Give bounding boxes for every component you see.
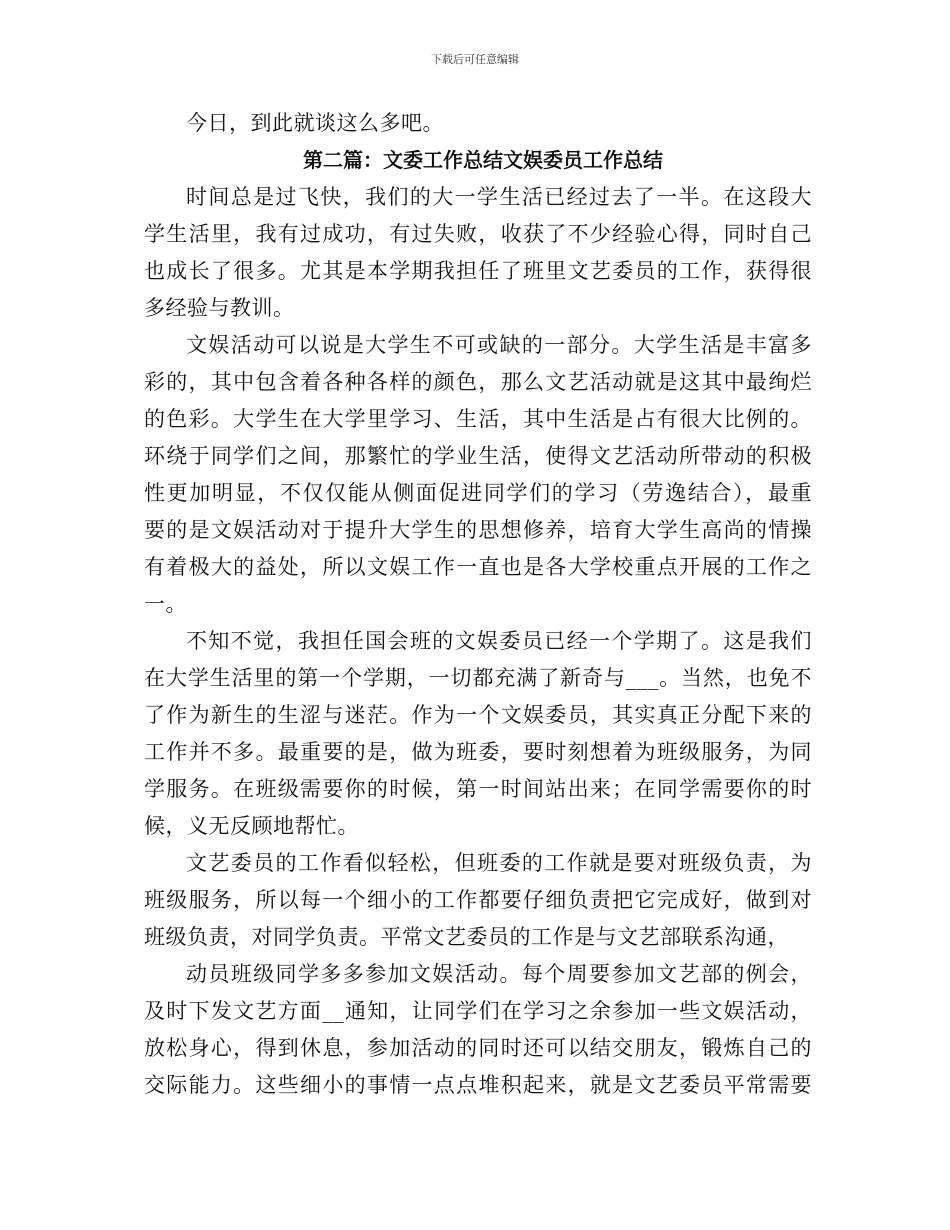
paragraph-line: 候，义无反顾地帮忙。 <box>144 814 359 838</box>
paragraph-line: 了作为新生的生涩与迷茫。作为一个文娱委员，其实真正分配下来的 <box>144 703 812 727</box>
paragraph-line: 班级服务，所以每一个细小的工作都要仔细负责把它完成好，做到对 <box>144 888 812 912</box>
paragraph-line: 学服务。在班级需要你的时候，第一时间站出来；在同学需要你的时 <box>144 777 812 801</box>
document-body <box>144 105 812 1104</box>
paragraph-line: 交际能力。这些细小的事情一点点堆积起来，就是文艺委员平常需要 <box>144 1073 812 1097</box>
paragraph-line: 及时下发文艺方面__通知，让同学们在学习之余参加一些文娱活动， <box>144 999 812 1023</box>
paragraph-line: 文娱活动可以说是大学生不可或缺的一部分。大学生活是丰富多 <box>186 333 812 357</box>
paragraph-line: 要的是文娱活动对于提升大学生的思想修养，培育大学生高尚的情操 <box>144 518 812 542</box>
paragraph-line: 时间总是过飞快，我们的大一学生活已经过去了一半。在这段大 <box>186 185 812 209</box>
section-title: 第二篇：文委工作总结文娱委员工作总结 <box>303 148 663 172</box>
paragraph-line: 一。 <box>144 592 187 616</box>
paragraph-line: 彩的，其中包含着各种各样的颜色，那么文艺活动就是这其中最绚烂 <box>144 370 812 394</box>
paragraph-line: 文艺委员的工作看似轻松，但班委的工作就是要对班级负责，为 <box>186 851 812 875</box>
paragraph-line: 也成长了很多。尤其是本学期我担任了班里文艺委员的工作，获得很 <box>144 259 812 283</box>
paragraph-line: 学生活里，我有过成功，有过失败，收获了不少经验心得，同时自己 <box>144 222 812 246</box>
paragraph-line: 放松身心，得到休息，参加活动的同时还可以结交朋友，锻炼自己的 <box>144 1036 812 1060</box>
paragraph-line: 环绕于同学们之间，那繁忙的学业生活，使得文艺活动所带动的积极 <box>144 444 812 468</box>
paragraph-line: 工作并不多。最重要的是，做为班委，要时刻想着为班级服务，为同 <box>144 740 812 764</box>
paragraph-line: 动员班级同学多多参加文娱活动。每个周要参加文艺部的例会， <box>186 962 812 986</box>
paragraph-line: 的色彩。大学生在大学里学习、生活，其中生活是占有很大比例的。 <box>144 407 812 431</box>
paragraph-line: 多经验与教训。 <box>144 296 295 320</box>
paragraph-line: 有着极大的益处，所以文娱工作一直也是各大学校重点开展的工作之 <box>144 555 812 579</box>
paragraph-line: 在大学生活里的第一个学期，一切都充满了新奇与___。当然，也免不 <box>144 666 812 690</box>
paragraph-line: 不知不觉，我担任国会班的文娱委员已经一个学期了。这是我们 <box>186 629 812 653</box>
paragraph-line: 班级负责，对同学负责。平常文艺委员的工作是与文艺部联系沟通， <box>144 925 789 949</box>
page-header: 下载后可任意编辑 <box>431 53 519 66</box>
paragraph-line: 性更加明显，不仅仅能从侧面促进同学们的学习（劳逸结合），最重 <box>144 481 812 505</box>
paragraph-line: 今日，到此就谈这么多吧。 <box>186 111 444 135</box>
